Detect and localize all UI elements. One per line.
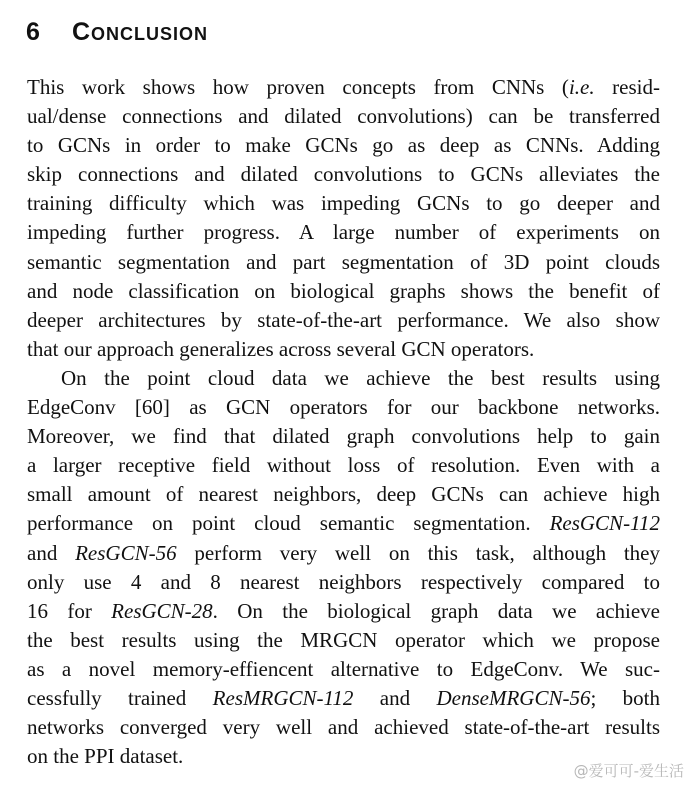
text-line [27,306,660,335]
section-heading [26,14,208,50]
text-line [27,335,660,364]
text-line [27,626,660,655]
paragraph-2 [27,364,660,771]
italic-term: ResGCN-56 [75,540,177,565]
text-line [27,539,660,568]
text-line [27,422,660,451]
text-line [27,364,660,393]
text-line [27,73,660,102]
italic-term: ResGCN-28 [111,598,213,623]
text-run: as a novel memory-effiencent alternative to EdgeConv. We suc- [27,656,660,681]
text-run: On the point cloud data we achieve the best results using [61,365,660,390]
text-line [27,248,660,277]
text-line [27,102,660,131]
text-run: This work shows how proven concepts from CNNs ( [27,75,569,99]
text-run: on the PPI dataset. [27,744,184,769]
text-run: skip connections and dilated convolutions to GCNs alleviates the [27,162,660,187]
text-run: training difficulty which was impeding GCNs to go deeper and [27,191,660,216]
text-line [27,509,660,538]
text-line [27,131,660,160]
text-run: and [27,540,76,565]
text-run: deeper architectures by state-of-the-art performance. We also show [27,307,660,332]
text-run: Moreover, we find that dilated graph convolutions help to gain [27,424,660,449]
watermark: @爱可可-爱生活 [573,762,684,780]
text-line [27,684,660,713]
text-line [27,655,660,684]
text-run: ual/dense connections and dilated convolutions) can be transferred [27,104,660,129]
text-run: . On the biological graph data we achieve [212,598,660,623]
text-line [27,189,660,218]
italic-term: ResGCN-112 [549,511,660,536]
section-title: Conclusion [72,18,209,46]
text-line [27,393,660,422]
text-run: performance on point cloud semantic segmentation. [27,511,550,536]
section-body [27,73,660,771]
text-line [27,277,660,306]
text-run: that our approach generalizes across several GCN operators. [27,336,535,361]
text-line [27,713,660,742]
text-run: semantic segmentation and part segmentation of 3D point clouds [27,249,660,274]
text-run: perform very well on this task, although they [176,540,660,565]
text-run: networks converged very well and achieved state-of-the-art results [27,715,660,740]
text-line [27,742,660,771]
text-line [27,451,660,480]
text-run: only use 4 and 8 nearest neighbors respectively compared to [27,569,660,594]
text-run: 16 for [27,598,112,623]
text-line [27,218,660,247]
section-number: 6 [26,18,41,46]
text-run: impeding further progress. A large number of experiments on [27,220,660,245]
text-run: ; both [590,685,660,710]
text-line [27,597,660,626]
text-line [27,480,660,509]
text-run: and node classification on biological graphs shows the benefit of [27,278,660,303]
text-run: small amount of nearest neighbors, deep GCNs can achieve high [27,482,660,507]
text-run: and [353,685,437,710]
text-line [27,160,660,189]
text-run: resid- [594,75,660,99]
text-run: EdgeConv [60] as GCN operators for our backbone networks. [27,395,660,420]
text-line [27,568,660,597]
italic-term: ResMRGCN-112 [212,685,354,710]
italic-term: DenseMRGCN-56 [436,685,591,710]
text-run: to GCNs in order to make GCNs go as deep as CNNs. Adding [27,133,660,158]
text-run: the best results using the MRGCN operator which we propose [27,627,660,652]
text-run: a larger receptive field without loss of resolution. Even with a [27,453,660,478]
italic-term: i.e. [568,75,595,99]
text-run: cessfully trained [27,685,213,710]
paragraph-1 [27,73,660,364]
